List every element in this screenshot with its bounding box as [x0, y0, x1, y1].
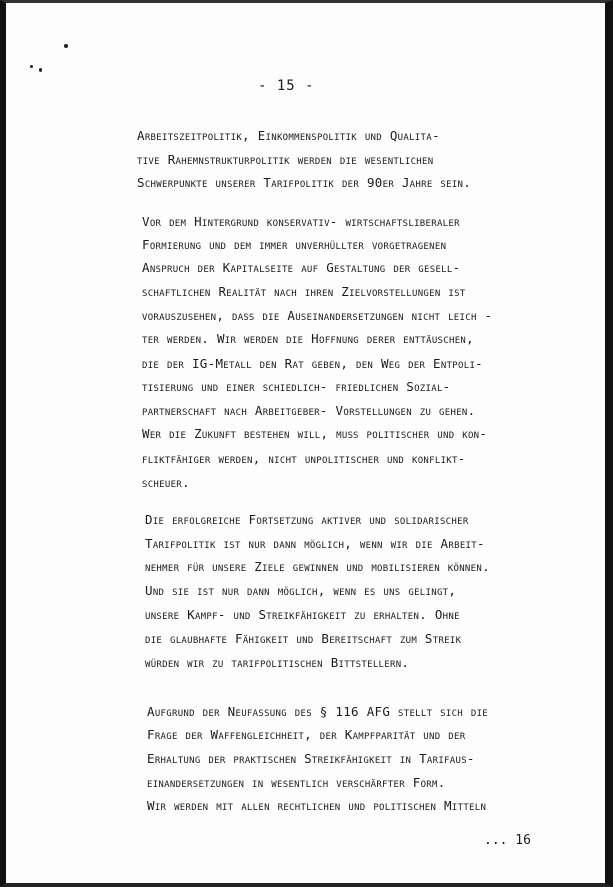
text-line: ter werden. Wir werden die Hoffnung derer enttäuschen, — [142, 331, 474, 346]
text-line: die der IG-Metall den Rat geben, den Weg der Entpoli- — [142, 356, 484, 371]
text-line: Anspruch der Kapitalseite auf Gestaltung der gesell- — [142, 260, 461, 275]
text-line: Die erfolgreiche Fortsetzung aktiver und solidarischer — [145, 512, 469, 527]
text-line: Wer die Zukunft bestehen will, muß politischer und kon- — [142, 426, 488, 441]
scan-speck — [64, 44, 68, 48]
text-line: nehmer für unsere Ziele gewinnen und mobilisieren können. — [145, 559, 490, 574]
page-number: - 15 - — [258, 78, 315, 94]
text-line: tisierung und einer schiedlich- friedlichen Sozial- — [142, 379, 451, 394]
text-line: Tarifpolitik ist nur dann möglich, wenn wir die Arbeit- — [145, 536, 485, 551]
continuation-reference: ... 16 — [484, 833, 531, 848]
text-line: scheuer. — [142, 475, 190, 490]
text-line: Arbeitszeitpolitik, Einkommenspolitik und Qualita- — [137, 128, 440, 143]
scan-speck — [39, 68, 42, 72]
scan-speck — [30, 65, 33, 68]
text-line: schaftlichen Realität nach ihren Zielvorstellungen ist — [142, 284, 466, 299]
text-line: würden wir zu tarifpolitischen Bittstellern. — [145, 655, 410, 670]
text-line: einandersetzungen in wesentlich verschärfter Form. — [147, 775, 446, 790]
text-line: fliktfähiger werden, nicht unpolitischer und konflikt- — [142, 451, 466, 466]
text-line: Frage der Waffengleichheit, der Kampfparität und der — [147, 727, 466, 742]
text-line: Aufgrund der Neufassung des § 116 AFG stellt sich die — [147, 704, 489, 719]
text-line: Vor dem Hintergrund konservativ- wirtschaftsliberaler — [142, 214, 460, 229]
text-line: vorauszusehen, daß die Auseinandersetzungen nicht leich - — [142, 308, 493, 323]
text-line: tive Rahemnstrukturpolitik werden die wesentlichen — [137, 152, 434, 167]
text-line: unsere Kampf- und Streikfähigkeit zu erhalten. Ohne — [145, 607, 460, 622]
text-line: Formierung und dem immer unverhüllter vorgetragenen — [142, 237, 447, 252]
text-line: partnerschaft nach Arbeitgeber- Vorstellungen zu gehen. — [142, 403, 476, 418]
text-line: Und sie ist nur dann möglich, wenn es uns gelingt, — [145, 583, 457, 598]
text-line: Wir werden mit allen rechtlichen und politischen Mitteln — [147, 798, 487, 813]
text-line: Erhaltung der praktischen Streikfähigkeit in Tarifaus- — [147, 751, 475, 766]
text-line: Schwerpunkte unserer Tarifpolitik der 90er Jahre sein. — [137, 175, 472, 190]
text-line: die glaubhafte Fähigkeit und Bereitschaft zum Streik — [145, 631, 462, 646]
